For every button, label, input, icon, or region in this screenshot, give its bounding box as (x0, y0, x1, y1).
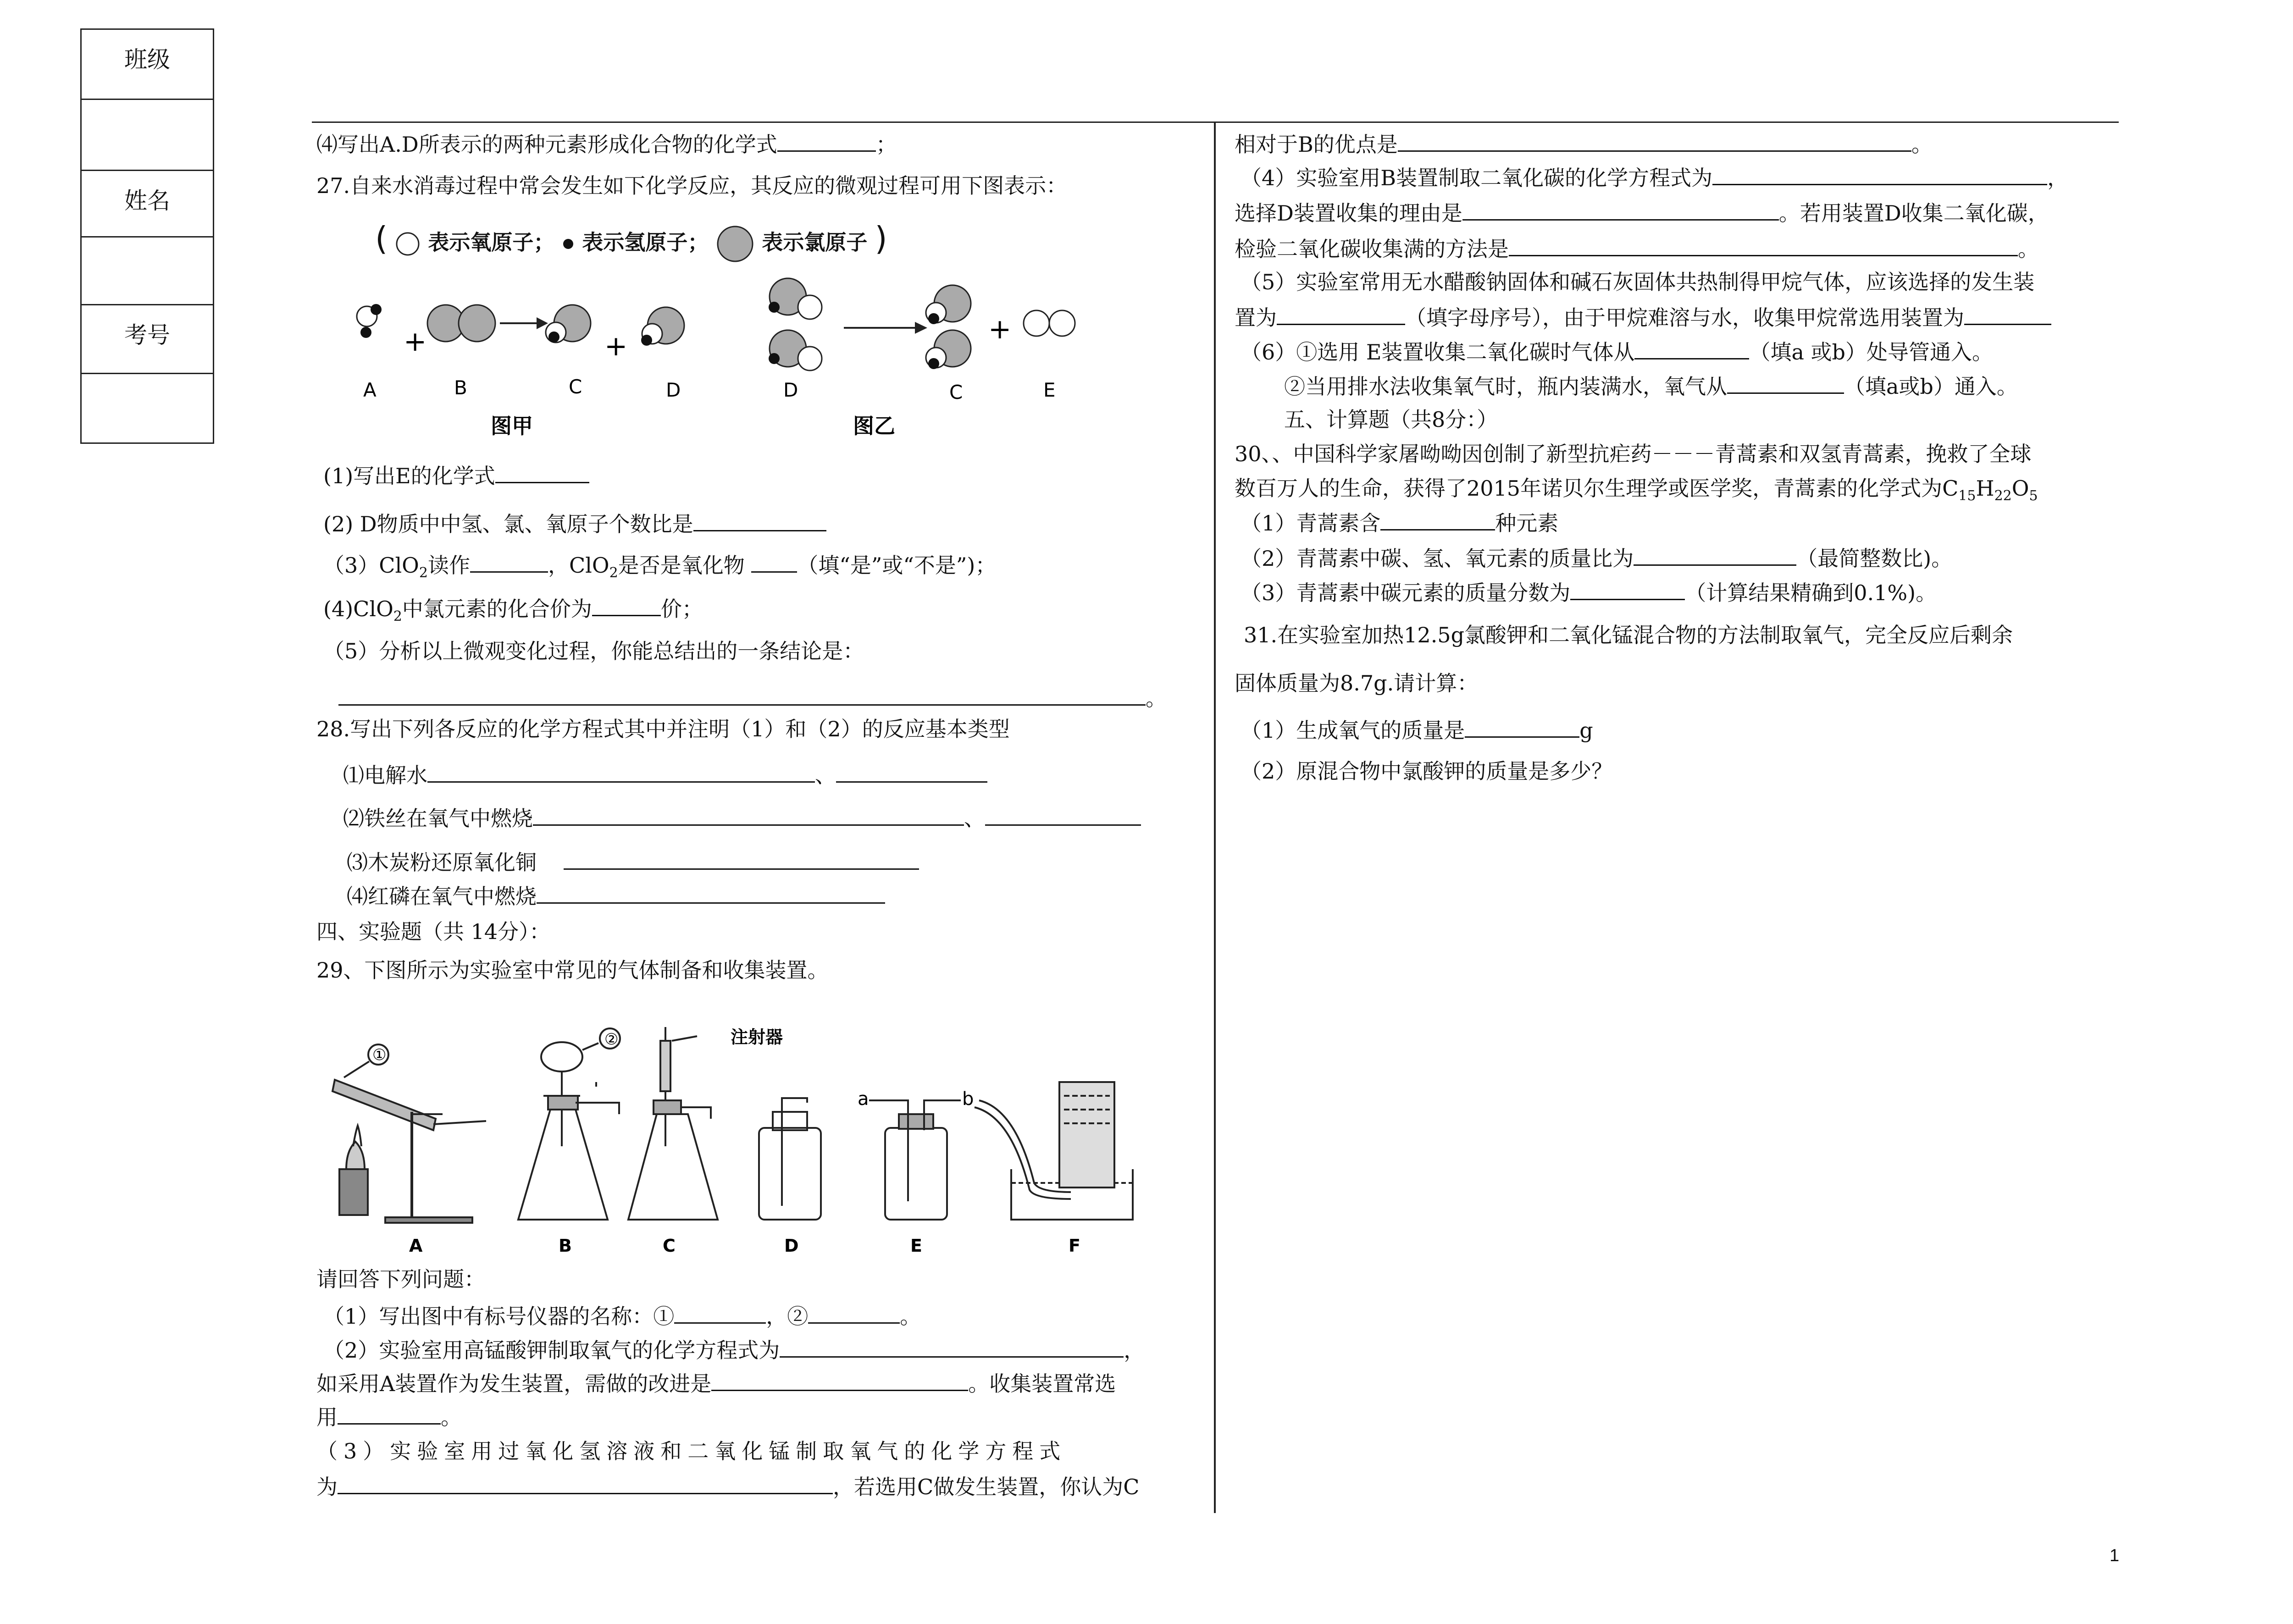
answer-blank[interactable] (1634, 543, 1796, 566)
q27-title: 27.自来水消毒过程中常会发生如下化学反应，其反应的微观过程可用下图表示： (316, 173, 1068, 198)
q26-4: ⑷写出A.D所表示的两种元素形成化合物的化学式 ； (316, 129, 897, 158)
fig-label: C (949, 381, 963, 403)
apparatus-label: D (784, 1236, 799, 1256)
student-info-table (80, 28, 214, 444)
q28-title: 28.写出下列各反应的化学方程式其中并注明（1）和（2）的反应基本类型 (316, 717, 1010, 741)
q31-line-1: 31.在实验室加热12.5g氯酸钾和二氧化锰混合物的方法制取氧气，完全反应后剩余 (1244, 623, 2013, 647)
apparatus-c (628, 1027, 718, 1220)
q29-2-cont: 如采用A装置作为发生装置，需做的改进是 。收集装置常选 (316, 1369, 1116, 1398)
fig-label: D (783, 379, 798, 401)
mark-2: ② (604, 1030, 619, 1049)
answer-blank[interactable] (470, 550, 548, 573)
syringe-label: 注射器 (731, 1027, 783, 1047)
q27-2: (2) D物质中中氢、氯、氧原子个数比是 (323, 509, 826, 538)
molecule-d (641, 307, 684, 346)
answer-blank[interactable] (338, 1402, 441, 1425)
molecule-e (1024, 310, 1075, 336)
q29-1: （1）写出图中有标号仪器的名称：① ，② 。 (323, 1301, 921, 1330)
q31-1: （1）生成氧气的质量是 g (1241, 715, 1593, 744)
answer-blank[interactable] (1398, 129, 1911, 152)
answer-blank[interactable] (1277, 303, 1405, 325)
answer-blank[interactable] (1462, 198, 1779, 221)
answer-blank[interactable] (338, 1472, 833, 1494)
answer-blank[interactable] (777, 129, 876, 152)
port-a: a (858, 1088, 869, 1110)
fig-label: B (454, 376, 467, 399)
q29-2: （2）实验室用高锰酸钾制取氧气的化学方程式为 ， (323, 1335, 1145, 1364)
hydrogen-atom-icon (562, 238, 575, 250)
r-line-4: 检验二氧化碳收集满的方法是 。 (1235, 234, 2039, 263)
answer-blank[interactable] (836, 760, 987, 783)
apparatus-f (975, 1082, 1133, 1220)
class-field[interactable] (82, 100, 213, 171)
answer-blank[interactable] (1465, 715, 1579, 738)
answer-blank[interactable] (1964, 303, 2051, 325)
apparatus-label: F (1069, 1236, 1080, 1256)
answer-blank[interactable] (1570, 578, 1685, 600)
answer-blank[interactable] (674, 1301, 766, 1324)
molecule-c (546, 305, 591, 342)
molecule-a (357, 304, 382, 338)
answer-blank[interactable] (338, 683, 1146, 706)
molecule-b (427, 305, 495, 342)
r-line-3: 选择D装置收集的理由是 。若用装置D收集二氧化碳， (1235, 198, 2049, 227)
r-line-2: （4）实验室用B装置制取二氧化碳的化学方程式为 ， (1241, 163, 2068, 192)
molecule-c-pair (926, 285, 971, 369)
answer-blank[interactable] (693, 509, 826, 531)
page-number: 1 (2110, 1546, 2120, 1565)
answer-blank[interactable] (1509, 234, 2018, 256)
fig-label: A (363, 379, 377, 401)
q28-3: ⑶木炭粉还原氧化铜 (347, 847, 919, 876)
molecule-reaction-figure (339, 271, 1119, 445)
apparatus-b (518, 1028, 620, 1220)
q30-1: （1）青蒿素含 种元素 (1241, 508, 1558, 537)
plus-sign: + (988, 313, 1012, 345)
section-5-heading: 五、计算题（共8分：） (1284, 407, 1498, 432)
answer-blank[interactable] (711, 1369, 968, 1391)
r-line-6: 置为 （填字母序号），由于甲烷难溶与水，收集甲烷常选用装置为 (1235, 303, 2051, 331)
r-line-8: ②当用排水法收集氧气时，瓶内装满水，氧气从 （填a或b）通入。 (1284, 371, 2018, 400)
name-label: 姓名 (82, 171, 213, 238)
q30-2: （2）青蒿素中碳、氢、氧元素的质量比为 （最简整数比)。 (1241, 543, 1952, 572)
answer-blank[interactable] (1727, 371, 1844, 394)
oxygen-atom-icon (395, 231, 421, 257)
apparatus-label: E (910, 1236, 922, 1256)
fig2-caption: 图乙 (853, 414, 895, 438)
q28-2: ⑵铁丝在氧气中燃烧 、 (343, 803, 1141, 832)
q31-2: （2）原混合物中氯酸钾的质量是多少？ (1241, 759, 1613, 784)
molecule-d-pair (769, 278, 822, 370)
answer-blank[interactable] (780, 1335, 1124, 1358)
id-field[interactable] (82, 374, 213, 443)
apparatus-figure (321, 1022, 1156, 1261)
fig-label: D (666, 379, 681, 401)
q29-3: （3）实验室用过氧化氢溶液和二氧化锰制取氧气的化学方程式 (316, 1439, 1067, 1464)
mark-1: ① (372, 1046, 387, 1064)
q27-5: （5）分析以上微观变化过程，你能总结出的一条结论是： (323, 639, 864, 663)
q29-2-end: 用 。 (316, 1402, 462, 1431)
q27-3: （3）ClO$_2$读作 ，ClO$_2$是否是氧化物 （填“是”或“不是”)； (323, 550, 996, 587)
q28-1: ⑴电解水 、 (343, 760, 987, 789)
q29-title: 29、下图所示为实验室中常见的气体制备和收集装置。 (316, 958, 829, 983)
q29-intro: 请回答下列问题： (316, 1267, 485, 1292)
q27-5-answer: 。 (338, 683, 1167, 712)
q27-1: (1)写出E的化学式 (323, 461, 589, 490)
apparatus-label: A (409, 1236, 423, 1256)
answer-blank[interactable] (564, 847, 919, 870)
r-line-5: （5）实验室常用无水醋酸钠固体和碱石灰固体共热制得甲烷气体，应该选择的发生装 (1241, 270, 2035, 294)
fig1-caption: 图甲 (491, 414, 533, 438)
answer-blank[interactable] (1634, 337, 1749, 359)
fig-label: C (569, 376, 582, 398)
q27-4: (4)ClO$_2$中氯元素的化合价为 价； (323, 594, 703, 630)
answer-blank[interactable] (985, 803, 1141, 826)
apparatus-d (759, 1098, 821, 1220)
atom-legend: ( 表示氧原子； 表示氢原子； 表示氯原子 ) (375, 225, 887, 263)
answer-blank[interactable] (808, 1301, 900, 1324)
chlorine-atom-icon (716, 225, 754, 263)
column-divider (1214, 122, 1216, 1513)
q28-4: ⑷红磷在氧气中燃烧 (347, 881, 885, 910)
r-line-7: （6）①选用 E装置收集二氧化碳时气体从 （填a 或b）处导管通入。 (1241, 337, 1993, 366)
class-label: 班级 (82, 30, 213, 100)
q30-3: （3）青蒿素中碳元素的质量分数为 （计算结果精确到0.1%)。 (1241, 578, 1937, 607)
answer-blank[interactable] (537, 881, 885, 904)
answer-blank[interactable] (751, 550, 797, 573)
answer-blank[interactable] (1712, 163, 2047, 185)
name-field[interactable] (82, 238, 213, 305)
q31-line-2: 固体质量为8.7g.请计算： (1235, 671, 1479, 696)
plus-sign: + (604, 330, 628, 362)
plus-sign: + (404, 326, 427, 358)
answer-blank[interactable] (495, 461, 589, 483)
fig-label: E (1043, 379, 1056, 401)
answer-blank[interactable] (427, 760, 815, 783)
port-b: b (962, 1088, 974, 1110)
answer-blank[interactable] (592, 594, 661, 616)
q30-line-1: 30、、中国科学家屠呦呦因创制了新型抗疟药－－－青蒿素和双氢青蒿素，挽救了全球 (1235, 442, 2032, 466)
r-line-1: 相对于B的优点是 。 (1235, 129, 1933, 158)
answer-blank[interactable] (533, 803, 964, 826)
q29-3-cont: 为 ，若选用C做发生装置，你认为C (316, 1472, 1139, 1501)
id-label: 考号 (82, 305, 213, 374)
apparatus-a (332, 1044, 486, 1223)
apparatus-e (869, 1100, 961, 1220)
section-4-heading: 四、实验题（共 14分）： (316, 919, 551, 944)
apparatus-label: B (559, 1236, 572, 1256)
apparatus-label: C (663, 1236, 676, 1256)
q30-line-2: 数百万人的生命，获得了2015年诺贝尔生理学或医学奖，青蒿素的化学式为$C_{15}H_{22}O_5$ (1235, 476, 2038, 504)
answer-blank[interactable] (1380, 508, 1495, 530)
